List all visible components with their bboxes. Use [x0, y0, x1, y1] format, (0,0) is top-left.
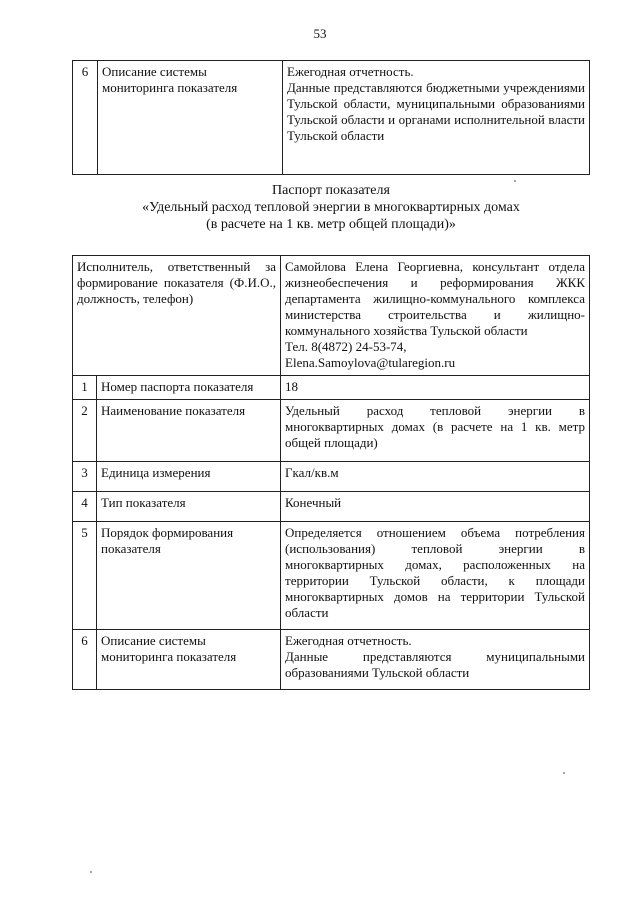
table-row: [73, 376, 590, 400]
heading-indicator-unit: (в расчете на 1 кв. метр общей площади)»: [206, 217, 456, 232]
row-value: Удельный расход тепловой энергии в многоквартирных домах (в расчете на 1 кв. метр общей площади): [281, 400, 590, 462]
row-label: Наименование показателя: [97, 400, 281, 462]
table-row: [73, 61, 590, 175]
row-label: Тип показателя: [97, 492, 281, 522]
row-number: 5: [73, 522, 97, 630]
value-line: Данные представляются муниципальными образованиями Тульской области: [285, 649, 585, 680]
table-row: [73, 400, 590, 462]
row-value: [281, 630, 590, 690]
row-number: 6: [73, 630, 97, 690]
table-row: [73, 630, 590, 690]
executor-name: Самойлова Елена Георгиевна, консультант отдела жизнеобеспечения и реформирования ЖКК департамента жилищно-коммунального комплекса министерства строительства и жилищно-коммунального хозяйства Тульской области: [285, 259, 585, 338]
row-label: Номер паспорта показателя: [97, 376, 281, 400]
row-label: Описание системы мониторинга показателя: [98, 61, 283, 175]
executor-label: Исполнитель, ответственный за формирование показателя (Ф.И.О., должность, телефон): [73, 256, 281, 376]
scan-speck: [514, 180, 516, 182]
scan-speck: [563, 772, 565, 774]
scan-speck: [90, 871, 92, 873]
row-number: 1: [73, 376, 97, 400]
executor-phone: Тел. 8(4872) 24-53-74,: [285, 339, 407, 354]
executor-email: Elena.Samoylova@tularegion.ru: [285, 355, 456, 370]
table-row: [73, 492, 590, 522]
row-value: Конечный: [281, 492, 590, 522]
row-value: Определяется отношением объема потребления (использования) тепловой энергии в многоквартирных домах, расположенных на территории Тульской области, к площади многоквартирных домов на территории Тульской области: [281, 522, 590, 630]
row-value: Гкал/кв.м: [281, 462, 590, 492]
row-label: Описание системы мониторинга показателя: [97, 630, 281, 690]
row-label: Единица измерения: [97, 462, 281, 492]
row-number: 6: [73, 61, 98, 175]
row-number: 2: [73, 400, 97, 462]
passport-heading: [72, 182, 590, 233]
executor-value: [281, 256, 590, 376]
value-line: Ежегодная отчетность.: [287, 64, 414, 79]
page-number: 53: [313, 26, 327, 41]
heading-indicator-name: «Удельный расход тепловой энергии в многоквартирных домах: [142, 200, 520, 215]
row-number: 4: [73, 492, 97, 522]
table-row: [73, 256, 590, 376]
continuation-table: [72, 60, 590, 175]
row-label: Порядок формирования показателя: [97, 522, 281, 630]
heading-title: Паспорт показателя: [272, 183, 390, 198]
table-row: [73, 522, 590, 630]
row-value: [283, 61, 590, 175]
value-line: Данные представляются бюджетными учреждениями Тульской области, муниципальными образованиями Тульской области и органами исполнительной власти Тульской области: [287, 80, 585, 143]
passport-table: [72, 255, 590, 690]
row-number: 3: [73, 462, 97, 492]
value-line: Ежегодная отчетность.: [285, 633, 412, 648]
row-value: 18: [281, 376, 590, 400]
table-row: [73, 462, 590, 492]
